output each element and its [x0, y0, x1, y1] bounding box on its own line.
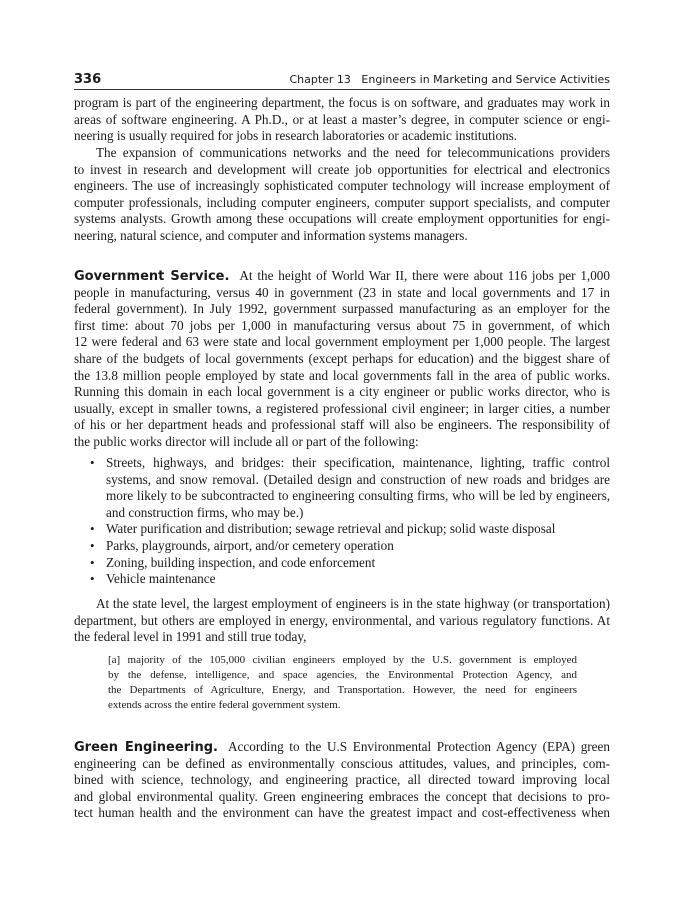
text-line: first time: about 70 jobs per 1,000 in manufacturing versus about 75 in government, of which — [74, 317, 610, 333]
list-item — [74, 455, 610, 521]
bullet-icon: • — [90, 521, 95, 537]
list-item — [74, 521, 610, 538]
paragraph-state-level — [74, 596, 610, 646]
text-line: tect human health and the environment can have the greatest impact and cost-effectiveness when — [74, 805, 610, 821]
page-number: 336 — [74, 72, 102, 87]
text-line: computer professionals, including computer engineers, computer support specialists, and computer — [74, 194, 610, 210]
text-line: 12 were federal and 63 were state and local government employment per 1,000 people. The largest — [74, 334, 610, 350]
text-line: neering is usually required for jobs in research laboratories or academic institutions. — [74, 128, 518, 144]
bullet-icon: • — [90, 571, 95, 587]
text-line: Running this domain in each local government is a city engineer or public works director, who is — [74, 384, 610, 400]
text-line: neering, natural science, and computer and information systems managers. — [74, 227, 468, 243]
list-item — [74, 571, 610, 588]
section-heading: Green Engineering. — [74, 740, 218, 755]
text-line: Streets, highways, and bridges: their specification, maintenance, lighting, traffic control — [106, 455, 610, 470]
text-line: to invest in research and development will create job opportunities for electrical and electronics — [74, 161, 610, 177]
text-line: [a] majority of the 105,000 civilian engineers employed by the U.S. government is employed — [108, 654, 577, 666]
text-line: more likely to be subcontracted to engineering consulting firms, who will be led by engineers, — [106, 488, 610, 504]
section-green-engineering — [74, 739, 610, 822]
text-line: federal government). In July 1992, government surpassed manufacturing as an employer for the — [74, 301, 610, 317]
text-line: share of the budgets of local governments (except perhaps for education) and the biggest share of — [74, 350, 610, 366]
text-line: The expansion of communications networks and the need for telecommunications providers — [96, 145, 610, 160]
section-government-service — [74, 268, 610, 451]
text-line: the public works director will include all or part of the following: — [74, 433, 419, 449]
text-line: department, but others are employed in energy, environmental, and various regulatory functions. At — [74, 612, 610, 628]
block-quote — [108, 653, 577, 713]
text-line: systems, and snow removal. (Detailed design and construction of new roads and bridges are — [106, 471, 610, 487]
header-rule — [74, 89, 610, 90]
text-line: the federal level in 1991 and still true today, — [74, 629, 307, 645]
text-line: At the height of World War II, there were about 116 jobs per 1,000 — [239, 268, 610, 283]
text-line: by the defense, intelligence, and space agencies, the Environmental Protection Agency, and — [108, 669, 577, 681]
text-line: engineers. The use of increasingly sophisticated computer technology will increase employment of — [74, 178, 610, 194]
text-line: engineering can be defined as environmentally conscious attitudes, values, and principles, com- — [74, 755, 610, 771]
paragraph-software — [74, 95, 610, 145]
running-header — [74, 72, 610, 89]
paragraph-communications — [74, 145, 610, 245]
text-line: of his or her department heads and professional staff will also be engineers. The responsibility of — [74, 417, 610, 433]
text-line: the 13.8 million people employed by state and local governments fall in the area of public works. — [74, 367, 610, 383]
text-line: people in manufacturing, versus 40 in government (23 in state and local governments and 17 in — [74, 284, 610, 300]
text-line: and construction firms, who may be.) — [106, 504, 304, 520]
chapter-title: Chapter 13 Engineers in Marketing and Service Activities — [289, 73, 610, 86]
text-line: extends across the entire federal government system. — [108, 699, 341, 711]
text-line: program is part of the engineering department, the focus is on software, and graduates may work in — [74, 95, 610, 110]
text-line: and global environmental quality. Green engineering embraces the concept that decisions to pro- — [74, 788, 610, 804]
bullet-icon: • — [90, 537, 95, 553]
list-item — [74, 555, 610, 572]
bullet-list — [74, 455, 610, 588]
text-line: areas of software engineering. A Ph.D., or at least a master’s degree, in computer science or engi- — [74, 111, 610, 127]
bullet-icon: • — [90, 455, 95, 470]
text-line: Parks, playgrounds, airport, and/or cemetery operation — [106, 537, 394, 553]
text-line: At the state level, the largest employment of engineers is in the state highway (or transportation) — [96, 596, 610, 611]
bullet-icon: • — [90, 554, 95, 570]
text-line: Vehicle maintenance — [106, 571, 216, 587]
text-line: Zoning, building inspection, and code enforcement — [106, 554, 376, 570]
text-line: bined with science, technology, and engineering practice, all directed toward improving local — [74, 772, 610, 788]
list-item — [74, 538, 610, 555]
text-line: usually, except in smaller towns, a registered professional civil engineer; in larger cities, a number — [74, 400, 610, 416]
text-line: the Departments of Agriculture, Energy, and Transportation. However, the need for engineers — [108, 684, 577, 696]
section-heading: Government Service. — [74, 269, 230, 284]
text-line: Water purification and distribution; sewage retrieval and pickup; solid waste disposal — [106, 521, 556, 537]
text-line: systems analysts. Growth among these occupations will create employment opportunities for engi- — [74, 211, 610, 227]
text-line: According to the U.S Environmental Protection Agency (EPA) green — [228, 739, 610, 754]
